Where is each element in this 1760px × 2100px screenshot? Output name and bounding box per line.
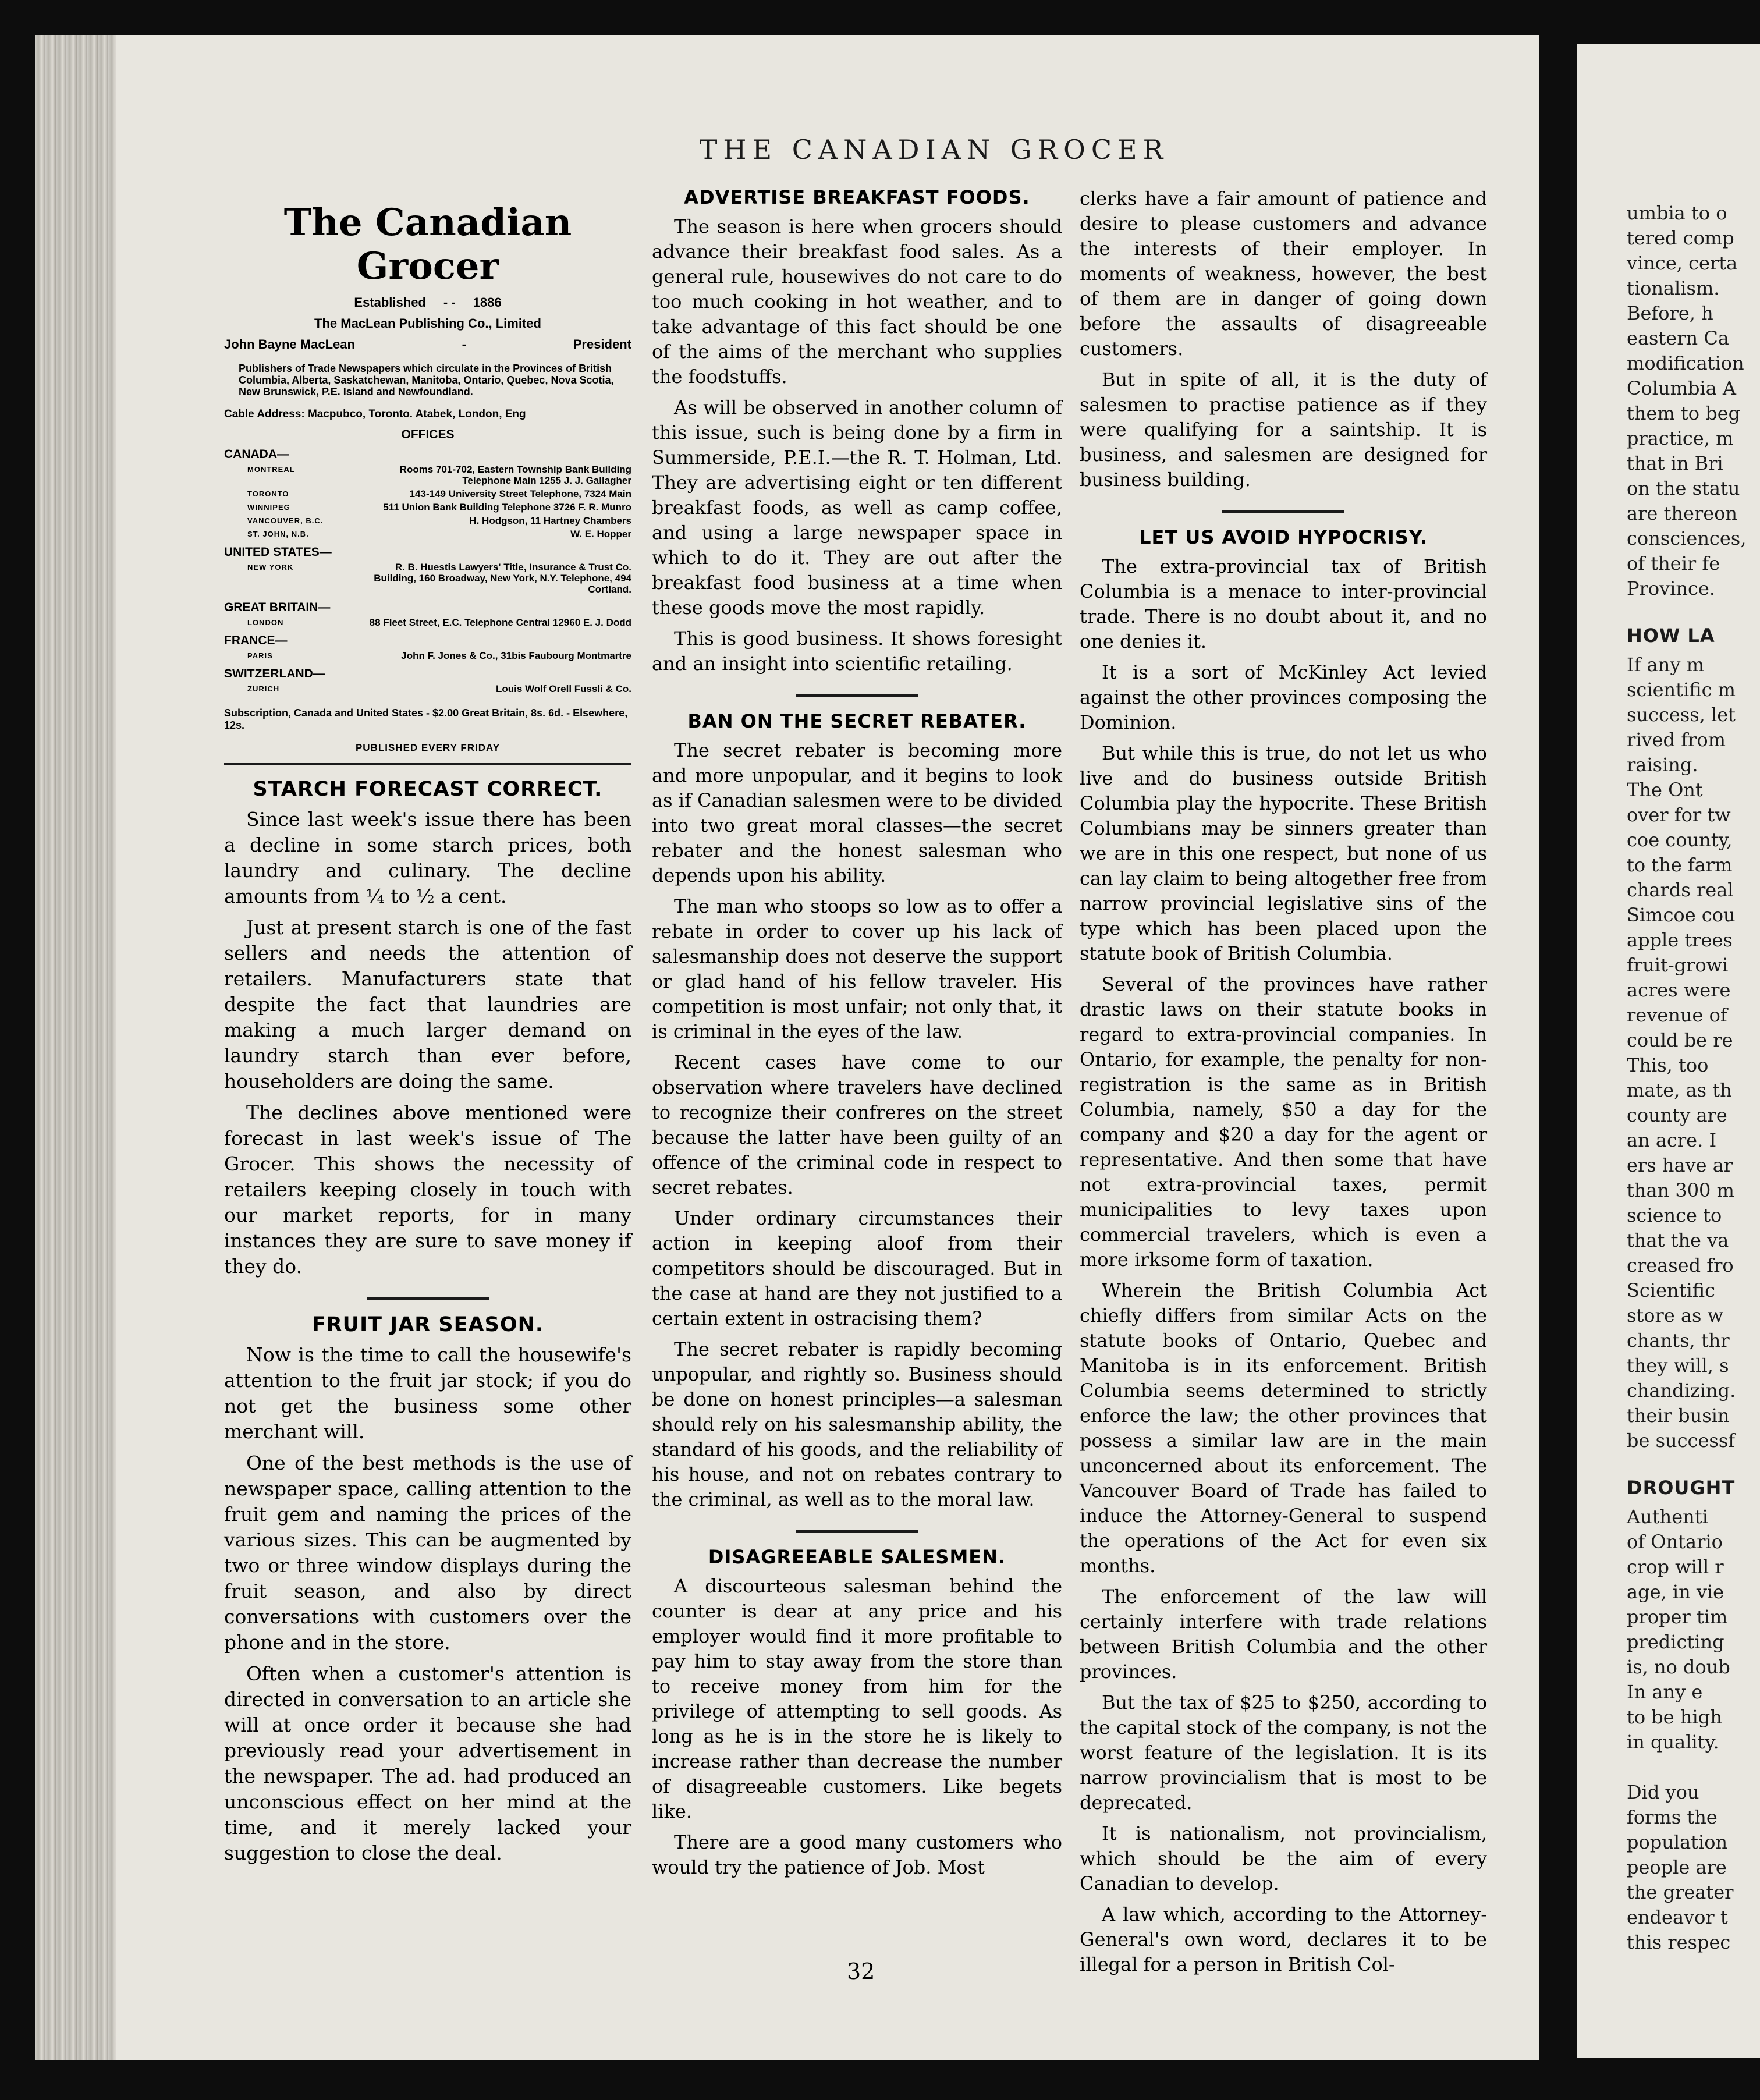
- right-page-line: Authenti: [1627, 1506, 1708, 1528]
- established-dashes: - -: [443, 295, 456, 310]
- page-number: 32: [847, 1959, 875, 1984]
- article-paragraph: Just at present starch is one of the fast sellers and needs the attention of retailers. Manufacturers state that despite the fact that laundries are making a much larger demand on laundry starch than ever before, householders are doing the same.: [224, 916, 631, 1092]
- section-rule: [367, 1297, 489, 1300]
- right-page-line: modification: [1627, 352, 1744, 374]
- right-page-line: Columbia A: [1627, 377, 1737, 399]
- article-paragraph: A discourteous salesman behind the counter is dear at any price and his employer would find it more profitable to pay him to stay away from the store than to receive money from him for the privilege of attempting to sell goods. As long as he is in the store he is likely to increase rather than decrease the number of disagreeable customers. Like begets like.: [652, 1575, 1062, 1822]
- right-page-line: forms the: [1627, 1806, 1718, 1828]
- subscription-rates: Subscription, Canada and United States - $2.00 Great Britain, 8s. 6d. - Elsewhere, 12s.: [224, 707, 628, 731]
- right-page-line: crop will r: [1627, 1556, 1724, 1578]
- article-paragraph: The enforcement of the law will certainly interfere with trade relations between British Columbia and the other provinces.: [1080, 1585, 1487, 1683]
- right-page-line: [1627, 1755, 1760, 1780]
- cable-address: Cable Address: Macpubco, Toronto. Atabek, London, Eng: [224, 408, 526, 420]
- right-page-line: could be re: [1627, 1029, 1733, 1051]
- office-city: WINNIPEG: [247, 503, 290, 512]
- article-paragraph: The extra-provincial tax of British Columbia is a menace to inter-provincial trade. There is no doubt about it, and no one denies it.: [1080, 555, 1487, 652]
- right-page-line: on the statu: [1627, 477, 1740, 499]
- right-page-line: In any e: [1627, 1681, 1703, 1703]
- column-1: [224, 201, 631, 1872]
- right-page-line: raising.: [1627, 754, 1698, 776]
- right-page-line: is, no doub: [1627, 1656, 1730, 1678]
- established-year: 1886: [473, 295, 502, 310]
- right-page-line: scientific m: [1627, 679, 1736, 701]
- president-dash: -: [462, 337, 466, 352]
- publishers-blurb: Publishers of Trade Newspapers which circulate in the Provinces of British Columbia, Alberta, Saskatchewan, Manitoba, Ontario, Quebec, Nova Scotia, New Brunswick, P.E. Island and Newfoundland.: [239, 363, 614, 398]
- right-page-line: in quality.: [1627, 1731, 1719, 1753]
- office-city: NEW YORK: [247, 563, 294, 572]
- right-page-line: them to beg: [1627, 402, 1741, 424]
- office-city: ST. JOHN, N.B.: [247, 530, 309, 538]
- office-city: ZURICH: [247, 684, 280, 693]
- office-address: Louis Wolf Orell Fussli & Co.: [496, 683, 631, 694]
- right-page-line: Simcoe cou: [1627, 904, 1736, 926]
- right-page-line: to be high: [1627, 1706, 1722, 1728]
- right-page-line: This, too: [1627, 1054, 1709, 1076]
- right-page-line: their busin: [1627, 1404, 1730, 1427]
- article-paragraph: Since last week's issue there has been a decline in some starch prices, both laundry and culinary. The decline amounts from ¼ to ½ a cent.: [224, 808, 631, 907]
- office-new-york: [224, 562, 631, 595]
- right-page-line: proper tim: [1627, 1606, 1728, 1628]
- column-2: [652, 186, 1062, 1886]
- right-page-line: fruit-growi: [1627, 954, 1729, 976]
- section-rule: [796, 694, 918, 697]
- article-paragraph: clerks have a fair amount of patience and desire to please customers and advance the interests of their employer. In moments of weakness, however, the best of them are in danger of going down before the assaults of disagreeable customers.: [1080, 187, 1487, 360]
- country-switzerland: SWITZERLAND—: [224, 667, 325, 680]
- article-paragraph: The secret rebater is rapidly becoming unpopular, and rightly so. Business should be done on honest principles—a salesman should rely on his salesmanship ability, the standard of his goods, and the reliability of his house, and not on rebates contrary to the criminal, as well as to the moral law.: [652, 1338, 1062, 1510]
- article-paragraph: It is nationalism, not provincialism, which should be the aim of every Canadian to develop.: [1080, 1822, 1487, 1895]
- right-page-line: chards real: [1627, 879, 1734, 901]
- right-page-line: chandizing.: [1627, 1379, 1736, 1402]
- right-page-line: ers have ar: [1627, 1154, 1733, 1176]
- right-page-headline-a: HOW LA: [1627, 625, 1715, 647]
- article-paragraph: Several of the provinces have rather drastic laws on their statute books in regard to extra-provincial companies. In Ontario, for example, the penalty for non-registration is the same as in British Columbia, namely, $50 a day for the company and $20 a day for the agent or representative. And then some that have not extra-provincial taxes, permit municipalities to levy taxes upon commercial travelers, which is even a more irksome form of taxation.: [1080, 973, 1487, 1271]
- article-paragraph: One of the best methods is the use of newspaper space, calling attention to the fruit gem and naming the prices of the various sizes. This can be augmented by two or three window displays during the fruit season, and also by direct conversations with customers over the phone and in the store.: [224, 1452, 631, 1654]
- publisher-company: The MacLean Publishing Co., Limited: [314, 316, 541, 331]
- right-page-line: be successf: [1627, 1429, 1736, 1452]
- established-line: [224, 295, 631, 310]
- right-page-line: than 300 m: [1627, 1179, 1734, 1201]
- office-address: W. E. Hopper: [570, 528, 631, 540]
- right-page-line: age, in vie: [1627, 1581, 1724, 1603]
- right-page-line: apple trees: [1627, 929, 1733, 951]
- office-vancouver: [224, 515, 631, 526]
- right-page-cropped: [1577, 44, 1760, 2058]
- right-page-line: of Ontario: [1627, 1531, 1723, 1553]
- country-canada: CANADA—: [224, 448, 289, 461]
- office-winnipeg: [224, 502, 631, 513]
- published-every-friday: PUBLISHED EVERY FRIDAY: [355, 742, 501, 753]
- right-page-line: that in Bri: [1627, 452, 1723, 474]
- right-page-headline-b: DROUGHT: [1627, 1477, 1736, 1499]
- right-page-line: umbia to o: [1627, 202, 1727, 224]
- offices-heading: OFFICES: [401, 428, 455, 441]
- office-city: LONDON: [247, 618, 284, 627]
- president-title: President: [573, 337, 631, 352]
- office-city: VANCOUVER, B.C.: [247, 516, 324, 525]
- headline-avoid-hypocrisy: LET US AVOID HYPOCRISY.: [1139, 526, 1428, 548]
- right-page-line: revenue of: [1627, 1004, 1727, 1026]
- masthead-bottom-rule: [224, 763, 631, 765]
- right-page-line: this respec: [1627, 1931, 1731, 1953]
- right-page-line: they will, s: [1627, 1354, 1729, 1377]
- masthead-title: The Canadian Grocer: [283, 201, 572, 288]
- article-paragraph: This is good business. It shows foresight and an insight into scientific retailing.: [652, 627, 1062, 675]
- office-address: 143-149 University Street Telephone, 7324 Main: [409, 488, 631, 499]
- right-page-line: predicting: [1627, 1631, 1724, 1653]
- right-page-line: If any m: [1627, 654, 1704, 676]
- article-paragraph: The secret rebater is becoming more and more unpopular, and it begins to look as if Canadian salesmen were to be divided into two great moral classes—the secret rebater and the honest salesman who depends upon his ability.: [652, 739, 1062, 886]
- article-paragraph: But while this is true, do not let us who live and do business outside British Columbia play the hypocrite. These British Columbians may be sinners greater than we are in this one respect, but none of us can lay claim to being altogether free from narrow provincial legislative sins of the type which has been placed upon the statute book of British Columbia.: [1080, 742, 1487, 964]
- right-page-line: coe county,: [1627, 829, 1733, 851]
- country-france: FRANCE—: [224, 634, 288, 647]
- right-page-line: tered comp: [1627, 227, 1734, 249]
- right-page-line: tionalism.: [1627, 277, 1720, 299]
- article-paragraph: The season is here when grocers should advance their breakfast food sales. As a general rule, housewives do not care to do too much cooking in hot weather, and to take advantage of this fact should be one of the aims of the merchant who supplies the foodstuffs.: [652, 215, 1062, 388]
- article-paragraph: Under ordinary circumstances their action in keeping aloof from their competitors should be discouraged. But in the case at hand are they not justified to a certain extent in ostracising them?: [652, 1207, 1062, 1329]
- right-page-line: people are: [1627, 1856, 1727, 1878]
- right-page-line: Scientific: [1627, 1279, 1715, 1301]
- president-line: [224, 337, 631, 352]
- article-paragraph: Often when a customer's attention is directed in conversation to an article she will at once order it because she had previously read your advertisement in the newspaper. The ad. had produced an unconscious effect on her mind at the time, and it merely lacked your suggestion to close the deal.: [224, 1662, 631, 1864]
- office-city: PARIS: [247, 651, 273, 660]
- headline-secret-rebater: BAN ON THE SECRET REBATER.: [687, 710, 1027, 732]
- right-page-line: eastern Ca: [1627, 327, 1729, 349]
- article-paragraph: Wherein the British Columbia Act chiefly differs from similar Acts on the statute books of Ontario, Quebec and Manitoba is in its enforcement. British Columbia seems determined to strictly enforce the law; the other provinces that possess a similar law are in the main unconcerned about its enforcement. The Vancouver Board of Trade has failed to induce the Attorney-General to suspend the operations of the Act for even six months.: [1080, 1279, 1487, 1577]
- right-page-line: consciences,: [1627, 527, 1747, 549]
- office-city: TORONTO: [247, 489, 289, 498]
- office-address: 88 Fleet Street, E.C. Telephone Central 12960 E. J. Dodd: [369, 617, 631, 628]
- office-st-john: [224, 528, 631, 540]
- right-page-line: of their fe: [1627, 552, 1720, 574]
- right-page-line: science to: [1627, 1204, 1722, 1226]
- right-page-line: practice, m: [1627, 427, 1734, 449]
- article-paragraph: Now is the time to call the housewife's attention to the fruit jar stock; if you do not get the business some other merchant will.: [224, 1343, 631, 1443]
- headline-fruit-jar: FRUIT JAR SEASON.: [311, 1313, 544, 1336]
- right-page-line: an acre. I: [1627, 1129, 1717, 1151]
- right-page-line: population: [1627, 1831, 1728, 1853]
- office-paris: [224, 650, 631, 661]
- right-page-line: rived from: [1627, 729, 1726, 751]
- right-page-line: are thereon: [1627, 502, 1737, 524]
- article-paragraph: The man who stoops so low as to offer a rebate in order to cover up his lack of salesmanship does not deserve the support or glad hand of his fellow traveler. His competition is most unfair; not only that, it is criminal in the eyes of the law.: [652, 895, 1062, 1042]
- article-paragraph: Recent cases have come to our observation where travelers have declined to recognize their confreres on the street because the latter have been guilty of an offence of the criminal code in respect to secret rebates.: [652, 1051, 1062, 1198]
- right-page-line: over for tw: [1627, 804, 1731, 826]
- right-page-line: acres were: [1627, 979, 1731, 1001]
- office-zurich: [224, 683, 631, 694]
- column-3: [1080, 186, 1487, 1983]
- article-paragraph: But the tax of $25 to $250, according to the capital stock of the company, is not the worst feature of the legislation. It is its narrow provincialism that is most to be deprecated.: [1080, 1691, 1487, 1814]
- headline-breakfast-foods: ADVERTISE BREAKFAST FOODS.: [684, 186, 1030, 208]
- right-page-line: vince, certa: [1627, 252, 1738, 274]
- right-page-line: endeavor t: [1627, 1906, 1728, 1928]
- right-page-lines-a: [1627, 201, 1760, 601]
- article-paragraph: There are a good many customers who would try the patience of Job. Most: [652, 1831, 1062, 1878]
- office-toronto: [224, 488, 631, 499]
- country-gb: GREAT BRITAIN—: [224, 601, 331, 614]
- right-page-column: [1627, 201, 1760, 1955]
- right-page-line: mate, as th: [1627, 1079, 1732, 1101]
- right-page-line: The Ont: [1627, 779, 1703, 801]
- president-name: John Bayne MacLean: [224, 337, 355, 352]
- office-address: John F. Jones & Co., 31bis Faubourg Montmartre: [401, 650, 631, 661]
- headline-starch: STARCH FORECAST CORRECT.: [253, 778, 603, 801]
- right-page-line: to the farm: [1627, 854, 1733, 876]
- office-address: Rooms 701-702, Eastern Township Bank Building Telephone Main 1255 J. J. Gallagher: [399, 464, 631, 486]
- right-page-line: success, let: [1627, 704, 1736, 726]
- right-page-line: county are: [1627, 1104, 1727, 1126]
- section-rule: [796, 1530, 918, 1533]
- book-spine-edge: [35, 35, 122, 2060]
- masthead-box: [224, 201, 631, 765]
- office-montreal: [224, 464, 631, 486]
- section-rule: [1222, 510, 1344, 513]
- headline-disagreeable-salesmen: DISAGREEABLE SALESMEN.: [708, 1546, 1006, 1568]
- right-page-line: Did you: [1627, 1781, 1699, 1803]
- right-page-line: Province.: [1627, 577, 1716, 600]
- right-page-line: store as w: [1627, 1304, 1724, 1326]
- right-page-lines-c: [1627, 1505, 1760, 1955]
- country-us: UNITED STATES—: [224, 545, 332, 559]
- running-head: THE CANADIAN GROCER: [699, 134, 1169, 165]
- article-paragraph: A law which, according to the Attorney-General's own word, declares it to be illegal for a person in British Col-: [1080, 1903, 1487, 1975]
- right-page-line: creased fro: [1627, 1254, 1734, 1276]
- office-address: H. Hodgson, 11 Hartney Chambers: [469, 515, 631, 526]
- article-paragraph: It is a sort of McKinley Act levied against the other provinces composing the Dominion.: [1080, 661, 1487, 733]
- right-page-line: chants, thr: [1627, 1329, 1730, 1351]
- office-london: [224, 617, 631, 628]
- office-city: MONTREAL: [247, 465, 295, 474]
- right-page-line: that the va: [1627, 1229, 1729, 1251]
- article-paragraph: The declines above mentioned were forecast in last week's issue of The Grocer. This shows the necessity of retailers keeping closely in touch with our market reports, for in many instances they are sure to save money if they do.: [224, 1101, 631, 1278]
- office-address: 511 Union Bank Building Telephone 3726 F. R. Munro: [383, 502, 631, 513]
- right-page-lines-b: [1627, 652, 1760, 1453]
- established-label: Established: [354, 295, 426, 310]
- article-paragraph: But in spite of all, it is the duty of salesmen to practise patience as if they were qualifying for a saintship. It is business, and salesmen are designed for business building.: [1080, 368, 1487, 491]
- right-page-line: the greater: [1627, 1881, 1734, 1903]
- office-address: R. B. Huestis Lawyers' Title, Insurance & Trust Co. Building, 160 Broadway, New York, N.Y. Telephone, 494 Cortland.: [374, 562, 631, 595]
- article-paragraph: As will be observed in another column of this issue, such is being done by a firm in Summerside, P.E.I.—the R. T. Holman, Ltd. They are advertising eight or ten different breakfast foods, as well as camp coffee, and using a large newspaper space in which to do it. They are out after the breakfast food business at a time when these goods move the most rapidly.: [652, 396, 1062, 619]
- right-page-line: Before, h: [1627, 302, 1713, 324]
